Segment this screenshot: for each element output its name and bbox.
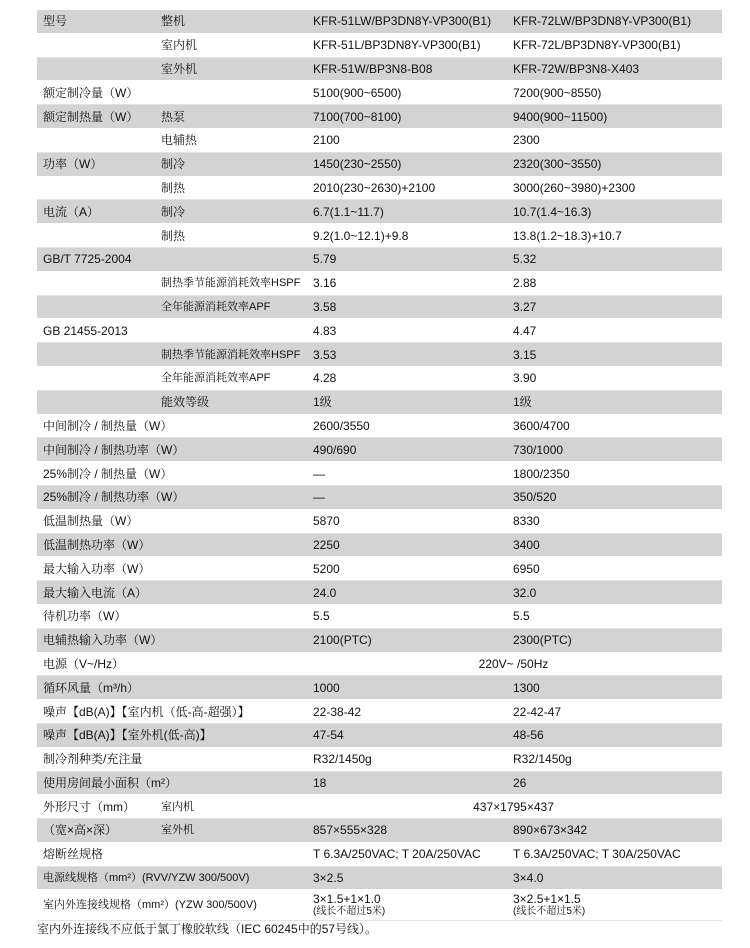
table-cell (37, 57, 155, 81)
table-row (37, 33, 722, 57)
table-cell: GB/T 7725-2004 (37, 247, 305, 271)
table-cell: 最大输入功率（W） (37, 557, 155, 581)
table-cell (37, 295, 155, 319)
table-cell: 24.0 (305, 581, 505, 605)
table-cell: 3×4.0 (505, 866, 722, 890)
table-cell: 电源（V~/Hz） (37, 652, 305, 676)
table-cell: 室外机 (155, 819, 305, 843)
table-cell: 型号 (37, 10, 155, 33)
table-cell: 13.8(1.2~18.3)+10.7 (505, 224, 722, 248)
table-cell: 3.27 (505, 295, 722, 319)
table-row (37, 271, 722, 295)
table-row (37, 81, 722, 105)
table-cell: 最大输入电流（A） (37, 581, 155, 605)
table-cell: 3000(260~3980)+2300 (505, 176, 722, 200)
table-cell: 额定制冷量（W） (37, 81, 155, 105)
table-cell: 3.58 (305, 295, 505, 319)
table-row (37, 105, 722, 129)
table-cell: KFR-72LW/BP3DN8Y-VP300(B1) (505, 10, 722, 33)
table-cell: 1800/2350 (505, 462, 722, 486)
table-cell (155, 509, 305, 533)
table-cell: 5.5 (505, 604, 722, 628)
table-cell (155, 533, 305, 557)
table-cell: 2.88 (505, 271, 722, 295)
table-cell: 额定制热量（W） (37, 105, 155, 129)
table-cell: KFR-51W/BP3N8-B08 (305, 57, 505, 81)
table-row (37, 200, 722, 224)
table-cell: 制热季节能源消耗效率HSPF (155, 271, 305, 295)
table-cell: 9400(900~11500) (505, 105, 722, 129)
table-cell: 2100 (305, 128, 505, 152)
table-cell: 7200(900~8550) (505, 81, 722, 105)
table-cell: 3.15 (505, 343, 722, 367)
cable-length-note: (线长不超过5米) (313, 906, 386, 918)
table-cell: 25%制冷 / 制热功率（W） (37, 485, 305, 509)
table-cell: 2300 (505, 128, 722, 152)
table-row (37, 771, 722, 795)
table-cell (37, 271, 155, 295)
spec-table (37, 10, 722, 921)
table-cell: T 6.3A/250VAC; T 30A/250VAC (505, 842, 722, 866)
table-cell: 9.2(1.0~12.1)+9.8 (305, 224, 505, 248)
table-cell: 低温制热功率（W） (37, 533, 155, 557)
table-cell: 中间制冷 / 制热量（W） (37, 414, 305, 438)
cable-spec: 3×1.5+1×1.0 (313, 892, 381, 907)
table-cell (155, 581, 305, 605)
table-cell: 6.7(1.1~11.7) (305, 200, 505, 224)
table-cell: 外形尺寸（mm） (37, 795, 155, 819)
table-cell: 室内外连接线规格（mm²）(YZW 300/500V) (37, 890, 305, 921)
table-row (37, 652, 722, 676)
table-cell: 437×1795×437 (305, 795, 722, 819)
table-cell: KFR-51L/BP3DN8Y-VP300(B1) (305, 33, 505, 57)
table-cell (305, 890, 505, 921)
table-cell: 5.5 (305, 604, 505, 628)
table-cell: 噪声【dB(A)】【室外机(低-高)】 (37, 723, 305, 747)
table-cell: 2600/3550 (305, 414, 505, 438)
table-cell: 电流（A） (37, 200, 155, 224)
table-cell: 890×673×342 (505, 819, 722, 843)
table-cell (37, 390, 155, 414)
table-cell: 中间制冷 / 制热功率（W） (37, 438, 305, 462)
table-cell: 730/1000 (505, 438, 722, 462)
table-cell: 熔断丝规格 (37, 842, 305, 866)
table-row (37, 319, 722, 343)
table-cell (37, 366, 155, 390)
table-cell (37, 224, 155, 248)
table-cell: 4.83 (305, 319, 505, 343)
table-cell: — (305, 485, 505, 509)
table-cell: 全年能源消耗效率APF (155, 295, 305, 319)
table-cell: 5200 (305, 557, 505, 581)
table-cell: R32/1450g (305, 747, 505, 771)
table-row (37, 390, 722, 414)
table-cell: 2300(PTC) (505, 628, 722, 652)
table-cell: 能效等级 (155, 390, 305, 414)
table-row (37, 152, 722, 176)
table-row (37, 509, 722, 533)
table-cell: 制热 (155, 176, 305, 200)
table-cell: 48-56 (505, 723, 722, 747)
table-row (37, 224, 722, 248)
table-row (37, 747, 722, 771)
table-row (37, 890, 722, 921)
table-row (37, 819, 722, 843)
cable-spec: 3×2.5+1×1.5 (513, 892, 581, 907)
table-row (37, 10, 722, 33)
table-cell: 噪声【dB(A)】【室内机（低-高-超强）】 (37, 700, 305, 724)
table-cell: 3.53 (305, 343, 505, 367)
table-row (37, 557, 722, 581)
table-cell: 室内机 (155, 33, 305, 57)
table-cell: 25%制冷 / 制热量（W） (37, 462, 305, 486)
table-row (37, 462, 722, 486)
table-row (37, 723, 722, 747)
table-cell: 循环风量（m³/h） (37, 676, 305, 700)
table-cell: 4.28 (305, 366, 505, 390)
table-row (37, 604, 722, 628)
table-cell: 5870 (305, 509, 505, 533)
table-cell: 5100(900~6500) (305, 81, 505, 105)
table-cell: 220V~ /50Hz (305, 652, 722, 676)
table-cell: 电辅热输入功率（W） (37, 628, 305, 652)
table-row (37, 628, 722, 652)
table-cell (155, 557, 305, 581)
table-cell: 18 (305, 771, 505, 795)
table-cell (155, 81, 305, 105)
table-cell: 6950 (505, 557, 722, 581)
table-row (37, 438, 722, 462)
table-cell: 2100(PTC) (305, 628, 505, 652)
table-row (37, 414, 722, 438)
table-cell: 3×2.5 (305, 866, 505, 890)
table-cell (155, 604, 305, 628)
spec-table-body (37, 10, 722, 921)
table-cell: 10.7(1.4~16.3) (505, 200, 722, 224)
table-cell: 制冷 (155, 200, 305, 224)
table-row (37, 581, 722, 605)
table-cell: 5.32 (505, 247, 722, 271)
table-cell: KFR-72L/BP3DN8Y-VP300(B1) (505, 33, 722, 57)
table-cell: 490/690 (305, 438, 505, 462)
table-row (37, 295, 722, 319)
table-cell (37, 33, 155, 57)
table-cell (505, 890, 722, 921)
table-cell: 47-54 (305, 723, 505, 747)
table-row (37, 700, 722, 724)
table-cell: 350/520 (505, 485, 722, 509)
table-cell: 22-38-42 (305, 700, 505, 724)
footnote: 室内外连接线不应低于氯丁橡胶软线（IEC 60245中的57号线）。 (37, 922, 378, 936)
table-cell: 待机功率（W） (37, 604, 155, 628)
table-cell: 32.0 (505, 581, 722, 605)
table-row (37, 842, 722, 866)
table-cell: GB 21455-2013 (37, 319, 305, 343)
table-row (37, 247, 722, 271)
table-cell: 7100(700~8100) (305, 105, 505, 129)
table-cell: 26 (505, 771, 722, 795)
table-cell: 制热季节能源消耗效率HSPF (155, 343, 305, 367)
table-row (37, 866, 722, 890)
table-cell (37, 128, 155, 152)
table-cell: 4.47 (505, 319, 722, 343)
table-cell (37, 343, 155, 367)
table-cell: 1级 (305, 390, 505, 414)
cable-length-note: (线长不超过5米) (513, 906, 586, 918)
table-cell: 2010(230~2630)+2100 (305, 176, 505, 200)
table-cell: 制冷 (155, 152, 305, 176)
table-cell: T 6.3A/250VAC; T 20A/250VAC (305, 842, 505, 866)
table-cell: 3.90 (505, 366, 722, 390)
table-cell: 3400 (505, 533, 722, 557)
table-row (37, 128, 722, 152)
table-cell (37, 176, 155, 200)
table-cell: 3.16 (305, 271, 505, 295)
table-cell: 全年能源消耗效率APF (155, 366, 305, 390)
table-cell: 使用房间最小面积（m²） (37, 771, 305, 795)
table-cell: 1450(230~2550) (305, 152, 505, 176)
table-cell: 2250 (305, 533, 505, 557)
table-cell: 整机 (155, 10, 305, 33)
table-cell: 2320(300~3550) (505, 152, 722, 176)
table-cell: 1000 (305, 676, 505, 700)
table-row (37, 676, 722, 700)
table-cell: 电辅热 (155, 128, 305, 152)
table-cell: KFR-51LW/BP3DN8Y-VP300(B1) (305, 10, 505, 33)
table-cell: 5.79 (305, 247, 505, 271)
table-cell: 低温制热量（W） (37, 509, 155, 533)
table-cell: 室内机 (155, 795, 305, 819)
table-cell: 3600/4700 (505, 414, 722, 438)
table-cell: 制冷剂种类/充注量 (37, 747, 305, 771)
table-cell: 室外机 (155, 57, 305, 81)
table-cell: 制热 (155, 224, 305, 248)
table-cell: 热泵 (155, 105, 305, 129)
table-cell: 857×555×328 (305, 819, 505, 843)
table-cell: 22-42-47 (505, 700, 722, 724)
table-cell: 1300 (505, 676, 722, 700)
table-cell: 8330 (505, 509, 722, 533)
table-cell: KFR-72W/BP3N8-X403 (505, 57, 722, 81)
table-row (37, 533, 722, 557)
table-row (37, 176, 722, 200)
table-row (37, 343, 722, 367)
table-cell: R32/1450g (505, 747, 722, 771)
table-cell: （宽×高×深） (37, 819, 155, 843)
table-row (37, 57, 722, 81)
table-row (37, 795, 722, 819)
table-cell: 电源线规格（mm²）(RVV/YZW 300/500V) (37, 866, 305, 890)
table-cell: — (305, 462, 505, 486)
table-cell: 功率（W） (37, 152, 155, 176)
table-row (37, 485, 722, 509)
table-cell: 1级 (505, 390, 722, 414)
table-row (37, 366, 722, 390)
